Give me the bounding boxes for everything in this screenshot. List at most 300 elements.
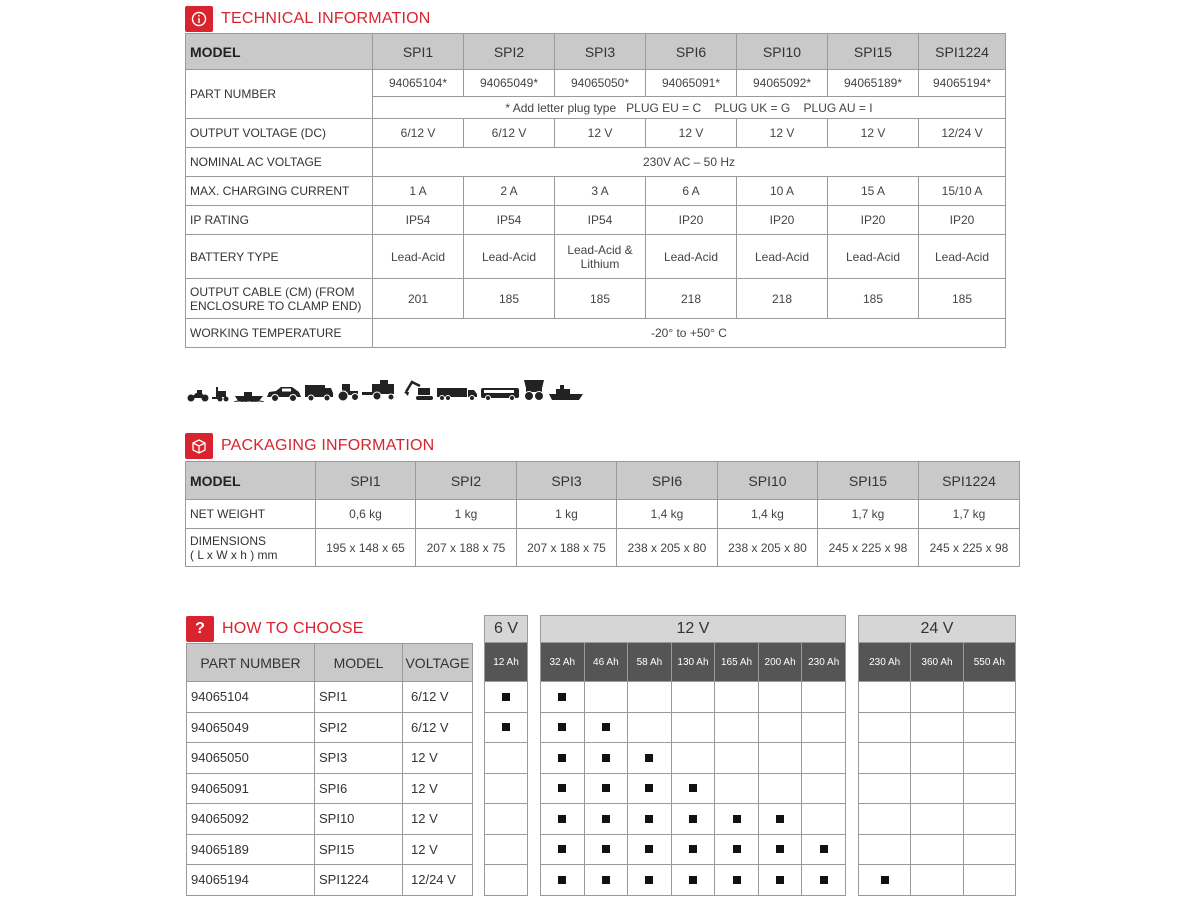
compatible-mark bbox=[602, 754, 610, 762]
table-cell: 185 bbox=[464, 279, 555, 319]
table-cell: IP20 bbox=[737, 206, 828, 235]
header-cell: SPI15 bbox=[828, 34, 919, 70]
grid-cell bbox=[541, 712, 585, 743]
compatible-mark bbox=[645, 754, 653, 762]
grid-cell bbox=[859, 804, 911, 835]
grid-cell bbox=[802, 773, 846, 804]
table-cell: 94065189* bbox=[828, 70, 919, 97]
voltage-cell: 12 V bbox=[403, 743, 473, 774]
table-cell: 238 x 205 x 80 bbox=[718, 529, 818, 567]
table-cell: 94065049* bbox=[464, 70, 555, 97]
header-cell: SPI10 bbox=[737, 34, 828, 70]
table-cell: 185 bbox=[555, 279, 646, 319]
table-cell: 6/12 V bbox=[373, 119, 464, 148]
grid-cell bbox=[859, 834, 911, 865]
voltage-header: 6 V bbox=[485, 616, 528, 643]
part-cell: 94065049 bbox=[187, 712, 315, 743]
compatible-mark bbox=[820, 845, 828, 853]
grid-cell bbox=[715, 865, 759, 896]
table-cell: IP20 bbox=[646, 206, 737, 235]
grid-cell bbox=[911, 743, 963, 774]
grid-cell bbox=[802, 682, 846, 713]
grid-cell bbox=[584, 712, 628, 743]
grid-cell bbox=[802, 743, 846, 774]
table-cell: 94065091* bbox=[646, 70, 737, 97]
compatible-mark bbox=[776, 845, 784, 853]
forklift-icon bbox=[212, 374, 232, 402]
grid-row bbox=[541, 804, 846, 835]
grid-cell bbox=[541, 804, 585, 835]
grid-cell bbox=[715, 682, 759, 713]
table-row bbox=[187, 865, 473, 896]
grid-cell bbox=[911, 834, 963, 865]
grid-row bbox=[859, 743, 1016, 774]
table-cell: IP20 bbox=[919, 206, 1006, 235]
row-label: PART NUMBER bbox=[186, 70, 373, 119]
table-cell: 218 bbox=[737, 279, 828, 319]
grid-cell bbox=[911, 865, 963, 896]
info-icon bbox=[185, 6, 213, 32]
grid-row bbox=[859, 834, 1016, 865]
grid-cell bbox=[628, 804, 672, 835]
table-cell: 1 kg bbox=[517, 500, 617, 529]
grid-cell bbox=[485, 804, 528, 835]
max-current-row bbox=[186, 177, 1006, 206]
row-label: OUTPUT CABLE (CM) (FROM ENCLOSURE TO CLAMP END) bbox=[186, 279, 373, 319]
compatible-mark bbox=[602, 845, 610, 853]
capacity-header: 550 Ah bbox=[963, 643, 1015, 682]
grid-cell bbox=[758, 682, 802, 713]
motorcycle-icon bbox=[186, 374, 210, 402]
table-cell: 12/24 V bbox=[919, 119, 1006, 148]
row-label: IP RATING bbox=[186, 206, 373, 235]
grid-12v bbox=[540, 615, 846, 896]
header-cell: SPI6 bbox=[646, 34, 737, 70]
header-cell: SPI1 bbox=[373, 34, 464, 70]
table-cell: 6 A bbox=[646, 177, 737, 206]
compatible-mark bbox=[558, 723, 566, 731]
table-cell: Lead-Acid bbox=[828, 235, 919, 279]
grid-cell bbox=[859, 712, 911, 743]
header-cell: SPI1 bbox=[316, 462, 416, 500]
table-cell: 201 bbox=[373, 279, 464, 319]
part-cell: 94065092 bbox=[187, 804, 315, 835]
capacity-header: 165 Ah bbox=[715, 643, 759, 682]
table-cell: IP54 bbox=[373, 206, 464, 235]
table-cell: 1,4 kg bbox=[617, 500, 718, 529]
vehicle-icons bbox=[186, 374, 584, 402]
grid-24v bbox=[858, 615, 1016, 896]
grid-cell bbox=[802, 804, 846, 835]
compatible-mark bbox=[558, 693, 566, 701]
voltage-header: 12 V bbox=[541, 616, 846, 643]
compatible-mark bbox=[602, 815, 610, 823]
compatible-mark bbox=[502, 723, 510, 731]
table-cell: Lead-Acid bbox=[737, 235, 828, 279]
table-cell: 12 V bbox=[828, 119, 919, 148]
compatible-mark bbox=[820, 876, 828, 884]
boat-icon bbox=[234, 374, 264, 402]
model-cell: SPI10 bbox=[315, 804, 403, 835]
table-row bbox=[187, 712, 473, 743]
table-cell: Lead-Acid bbox=[464, 235, 555, 279]
grid-row bbox=[541, 834, 846, 865]
grid-cell bbox=[802, 834, 846, 865]
row-label: NOMINAL AC VOLTAGE bbox=[186, 148, 373, 177]
grid-row bbox=[859, 682, 1016, 713]
grid-cell bbox=[859, 773, 911, 804]
grid-cell bbox=[671, 682, 715, 713]
table-cell: Lead-Acid bbox=[373, 235, 464, 279]
header-cell: SPI2 bbox=[464, 34, 555, 70]
grid-cell bbox=[485, 712, 528, 743]
header-cell: SPI3 bbox=[517, 462, 617, 500]
technical-section-header bbox=[185, 6, 431, 32]
grid-cell bbox=[859, 865, 911, 896]
grid-cell bbox=[485, 834, 528, 865]
table-cell: 230V AC – 50 Hz bbox=[373, 148, 1006, 177]
capacity-header: 230 Ah bbox=[802, 643, 846, 682]
grid-row bbox=[859, 712, 1016, 743]
part-number-row bbox=[186, 70, 1006, 97]
dimensions-unit: ( L x W x h ) mm bbox=[190, 547, 278, 562]
grid-cell bbox=[584, 865, 628, 896]
capacity-header: 46 Ah bbox=[584, 643, 628, 682]
grid-cell bbox=[911, 712, 963, 743]
table-cell: 12 V bbox=[737, 119, 828, 148]
capacity-header-row bbox=[485, 643, 528, 682]
grid-row bbox=[541, 682, 846, 713]
grid-row bbox=[541, 743, 846, 774]
grid-cell bbox=[628, 743, 672, 774]
van-icon bbox=[304, 374, 334, 402]
net-weight-row bbox=[186, 500, 1020, 529]
capacity-header: 12 Ah bbox=[485, 643, 528, 682]
table-cell: 12 V bbox=[646, 119, 737, 148]
table-cell: Lead-Acid & Lithium bbox=[555, 235, 646, 279]
header-cell: SPI15 bbox=[818, 462, 919, 500]
part-cell: 94065194 bbox=[187, 865, 315, 896]
table-cell: 15/10 A bbox=[919, 177, 1006, 206]
grid-cell bbox=[671, 834, 715, 865]
compatible-mark bbox=[689, 784, 697, 792]
grid-cell bbox=[715, 804, 759, 835]
grid-cell bbox=[963, 804, 1015, 835]
grid-cell bbox=[541, 834, 585, 865]
technical-table bbox=[185, 33, 1006, 348]
table-cell: 94065104* bbox=[373, 70, 464, 97]
choose-section-header bbox=[186, 616, 364, 642]
grid-cell bbox=[802, 712, 846, 743]
grid-row bbox=[485, 712, 528, 743]
grid-cell bbox=[715, 834, 759, 865]
grid-cell bbox=[758, 743, 802, 774]
grid-cell bbox=[911, 804, 963, 835]
model-cell: SPI2 bbox=[315, 712, 403, 743]
grid-cell bbox=[715, 712, 759, 743]
model-cell: SPI1224 bbox=[315, 865, 403, 896]
harvester-icon bbox=[362, 374, 402, 402]
choose-models-table bbox=[186, 643, 473, 896]
compatible-mark bbox=[689, 876, 697, 884]
compatible-mark bbox=[645, 876, 653, 884]
grid-cell bbox=[541, 865, 585, 896]
grid-cell bbox=[671, 804, 715, 835]
header-cell: SPI1224 bbox=[919, 462, 1020, 500]
grid-cell bbox=[671, 773, 715, 804]
technical-title: TECHNICAL INFORMATION bbox=[221, 10, 431, 27]
header-cell: SPI2 bbox=[416, 462, 517, 500]
compatible-mark bbox=[881, 876, 889, 884]
compatible-mark bbox=[558, 754, 566, 762]
header-cell: VOLTAGE bbox=[403, 644, 473, 682]
ship-icon bbox=[548, 374, 584, 402]
battery-type-row bbox=[186, 235, 1006, 279]
grid-cell bbox=[584, 682, 628, 713]
grid-row bbox=[541, 773, 846, 804]
question-icon: ? bbox=[186, 616, 214, 642]
table-cell: 1 A bbox=[373, 177, 464, 206]
grid-cell bbox=[859, 682, 911, 713]
grid-cell bbox=[963, 834, 1015, 865]
header-cell: MODEL bbox=[186, 462, 316, 500]
capacity-header: 58 Ah bbox=[628, 643, 672, 682]
table-cell: 10 A bbox=[737, 177, 828, 206]
table-cell: 94065092* bbox=[737, 70, 828, 97]
table-cell: 195 x 148 x 65 bbox=[316, 529, 416, 567]
table-cell: 1 kg bbox=[416, 500, 517, 529]
capacity-header: 230 Ah bbox=[859, 643, 911, 682]
grid-cell bbox=[715, 743, 759, 774]
grid-cell bbox=[541, 773, 585, 804]
header-cell: PART NUMBER bbox=[187, 644, 315, 682]
grid-cell bbox=[485, 865, 528, 896]
compatible-mark bbox=[733, 845, 741, 853]
grid-row bbox=[485, 682, 528, 713]
ip-rating-row bbox=[186, 206, 1006, 235]
model-cell: SPI6 bbox=[315, 773, 403, 804]
header-cell: SPI10 bbox=[718, 462, 818, 500]
grid-cell bbox=[671, 712, 715, 743]
grid-cell bbox=[911, 682, 963, 713]
mining-truck-icon bbox=[522, 374, 546, 402]
grid-cell bbox=[963, 682, 1015, 713]
grid-row bbox=[485, 834, 528, 865]
compatible-mark bbox=[558, 784, 566, 792]
voltage-cell: 6/12 V bbox=[403, 712, 473, 743]
grid-cell bbox=[911, 773, 963, 804]
table-cell: IP20 bbox=[828, 206, 919, 235]
table-cell: 12 V bbox=[555, 119, 646, 148]
capacity-header-row bbox=[859, 643, 1016, 682]
table-cell: Lead-Acid bbox=[646, 235, 737, 279]
grid-cell bbox=[758, 773, 802, 804]
model-cell: SPI3 bbox=[315, 743, 403, 774]
compatible-mark bbox=[733, 876, 741, 884]
table-cell: 3 A bbox=[555, 177, 646, 206]
output-voltage-row bbox=[186, 119, 1006, 148]
grid-cell bbox=[485, 743, 528, 774]
grid-cell bbox=[671, 865, 715, 896]
packaging-table bbox=[185, 461, 1020, 567]
table-cell: 207 x 188 x 75 bbox=[416, 529, 517, 567]
table-row bbox=[187, 804, 473, 835]
grid-row bbox=[485, 865, 528, 896]
grid-cell bbox=[541, 743, 585, 774]
model-cell: SPI15 bbox=[315, 834, 403, 865]
table-cell: -20° to +50° C bbox=[373, 319, 1006, 348]
capacity-header: 200 Ah bbox=[758, 643, 802, 682]
packaging-header-row bbox=[186, 462, 1020, 500]
row-label: MAX. CHARGING CURRENT bbox=[186, 177, 373, 206]
grid-row bbox=[859, 865, 1016, 896]
table-cell: 185 bbox=[828, 279, 919, 319]
row-label bbox=[186, 529, 316, 567]
excavator-icon bbox=[404, 374, 434, 402]
capacity-header: 32 Ah bbox=[541, 643, 585, 682]
choose-title: HOW TO CHOOSE bbox=[222, 620, 364, 637]
working-temp-row bbox=[186, 319, 1006, 348]
voltage-cell: 12 V bbox=[403, 804, 473, 835]
technical-header-row bbox=[186, 34, 1006, 70]
compatible-mark bbox=[602, 876, 610, 884]
compatible-mark bbox=[645, 815, 653, 823]
grid-cell bbox=[628, 834, 672, 865]
table-cell: Lead-Acid bbox=[919, 235, 1006, 279]
grid-6v bbox=[484, 615, 528, 896]
table-cell: 185 bbox=[919, 279, 1006, 319]
header-cell: MODEL bbox=[186, 34, 373, 70]
table-cell: 245 x 225 x 98 bbox=[919, 529, 1020, 567]
table-cell: 238 x 205 x 80 bbox=[617, 529, 718, 567]
table-cell: 218 bbox=[646, 279, 737, 319]
grid-cell bbox=[628, 773, 672, 804]
grid-row bbox=[485, 804, 528, 835]
grid-row bbox=[859, 773, 1016, 804]
grid-cell bbox=[485, 682, 528, 713]
compatible-mark bbox=[689, 845, 697, 853]
grid-cell bbox=[541, 682, 585, 713]
compatible-mark bbox=[776, 815, 784, 823]
car-icon bbox=[266, 374, 302, 402]
grid-cell bbox=[758, 712, 802, 743]
part-cell: 94065104 bbox=[187, 682, 315, 713]
grid-cell bbox=[963, 743, 1015, 774]
capacity-header-row bbox=[541, 643, 846, 682]
table-cell: 94065050* bbox=[555, 70, 646, 97]
dimensions-label: DIMENSIONS bbox=[190, 533, 267, 548]
compatible-mark bbox=[558, 815, 566, 823]
grid-cell bbox=[485, 773, 528, 804]
table-cell: 1,7 kg bbox=[919, 500, 1020, 529]
table-row bbox=[187, 834, 473, 865]
table-row bbox=[187, 743, 473, 774]
compatible-mark bbox=[733, 815, 741, 823]
grid-cell bbox=[584, 804, 628, 835]
row-label: WORKING TEMPERATURE bbox=[186, 319, 373, 348]
table-cell: 1,7 kg bbox=[818, 500, 919, 529]
compatible-mark bbox=[776, 876, 784, 884]
table-cell: 15 A bbox=[828, 177, 919, 206]
table-cell: 6/12 V bbox=[464, 119, 555, 148]
row-label: BATTERY TYPE bbox=[186, 235, 373, 279]
output-cable-row bbox=[186, 279, 1006, 319]
compatible-mark bbox=[558, 876, 566, 884]
header-cell: MODEL bbox=[315, 644, 403, 682]
table-cell: IP54 bbox=[555, 206, 646, 235]
part-cell: 94065050 bbox=[187, 743, 315, 774]
grid-cell bbox=[758, 804, 802, 835]
table-row bbox=[187, 682, 473, 713]
compatible-mark bbox=[602, 784, 610, 792]
compatible-mark bbox=[602, 723, 610, 731]
table-cell: 245 x 225 x 98 bbox=[818, 529, 919, 567]
dimensions-row bbox=[186, 529, 1020, 567]
grid-cell bbox=[671, 743, 715, 774]
voltage-cell: 12/24 V bbox=[403, 865, 473, 896]
header-cell: SPI3 bbox=[555, 34, 646, 70]
compatible-mark bbox=[645, 784, 653, 792]
part-cell: 94065189 bbox=[187, 834, 315, 865]
part-cell: 94065091 bbox=[187, 773, 315, 804]
voltage-header: 24 V bbox=[859, 616, 1016, 643]
compatible-mark bbox=[689, 815, 697, 823]
grid-cell bbox=[628, 865, 672, 896]
compatible-mark bbox=[558, 845, 566, 853]
grid-cell bbox=[584, 834, 628, 865]
grid-cell bbox=[715, 773, 759, 804]
grid-cell bbox=[802, 865, 846, 896]
grid-cell bbox=[628, 712, 672, 743]
grid-cell bbox=[859, 743, 911, 774]
truck-icon bbox=[436, 374, 478, 402]
packaging-title: PACKAGING INFORMATION bbox=[221, 437, 435, 454]
bus-icon bbox=[480, 374, 520, 402]
grid-cell bbox=[963, 865, 1015, 896]
compatible-mark bbox=[645, 845, 653, 853]
grid-cell bbox=[963, 773, 1015, 804]
compatible-mark bbox=[502, 693, 510, 701]
model-cell: SPI1 bbox=[315, 682, 403, 713]
voltage-cell: 12 V bbox=[403, 773, 473, 804]
grid-cell bbox=[628, 682, 672, 713]
capacity-header: 130 Ah bbox=[671, 643, 715, 682]
table-row bbox=[187, 773, 473, 804]
grid-cell bbox=[963, 712, 1015, 743]
grid-row bbox=[859, 804, 1016, 835]
plug-note: * Add letter plug type PLUG EU = C PLUG UK = G PLUG AU = I bbox=[373, 97, 1006, 119]
grid-cell bbox=[584, 743, 628, 774]
grid-row bbox=[541, 865, 846, 896]
grid-cell bbox=[758, 834, 802, 865]
table-cell: IP54 bbox=[464, 206, 555, 235]
table-cell: 1,4 kg bbox=[718, 500, 818, 529]
grid-cell bbox=[584, 773, 628, 804]
nominal-ac-row bbox=[186, 148, 1006, 177]
capacity-header: 360 Ah bbox=[911, 643, 963, 682]
voltage-cell: 12 V bbox=[403, 834, 473, 865]
choose-header-row bbox=[187, 644, 473, 682]
table-cell: 207 x 188 x 75 bbox=[517, 529, 617, 567]
grid-row bbox=[541, 712, 846, 743]
row-label: OUTPUT VOLTAGE (DC) bbox=[186, 119, 373, 148]
box-icon bbox=[185, 433, 213, 459]
grid-row bbox=[485, 743, 528, 774]
packaging-section-header bbox=[185, 433, 434, 459]
row-label: NET WEIGHT bbox=[186, 500, 316, 529]
voltage-cell: 6/12 V bbox=[403, 682, 473, 713]
tractor-icon bbox=[336, 374, 360, 402]
